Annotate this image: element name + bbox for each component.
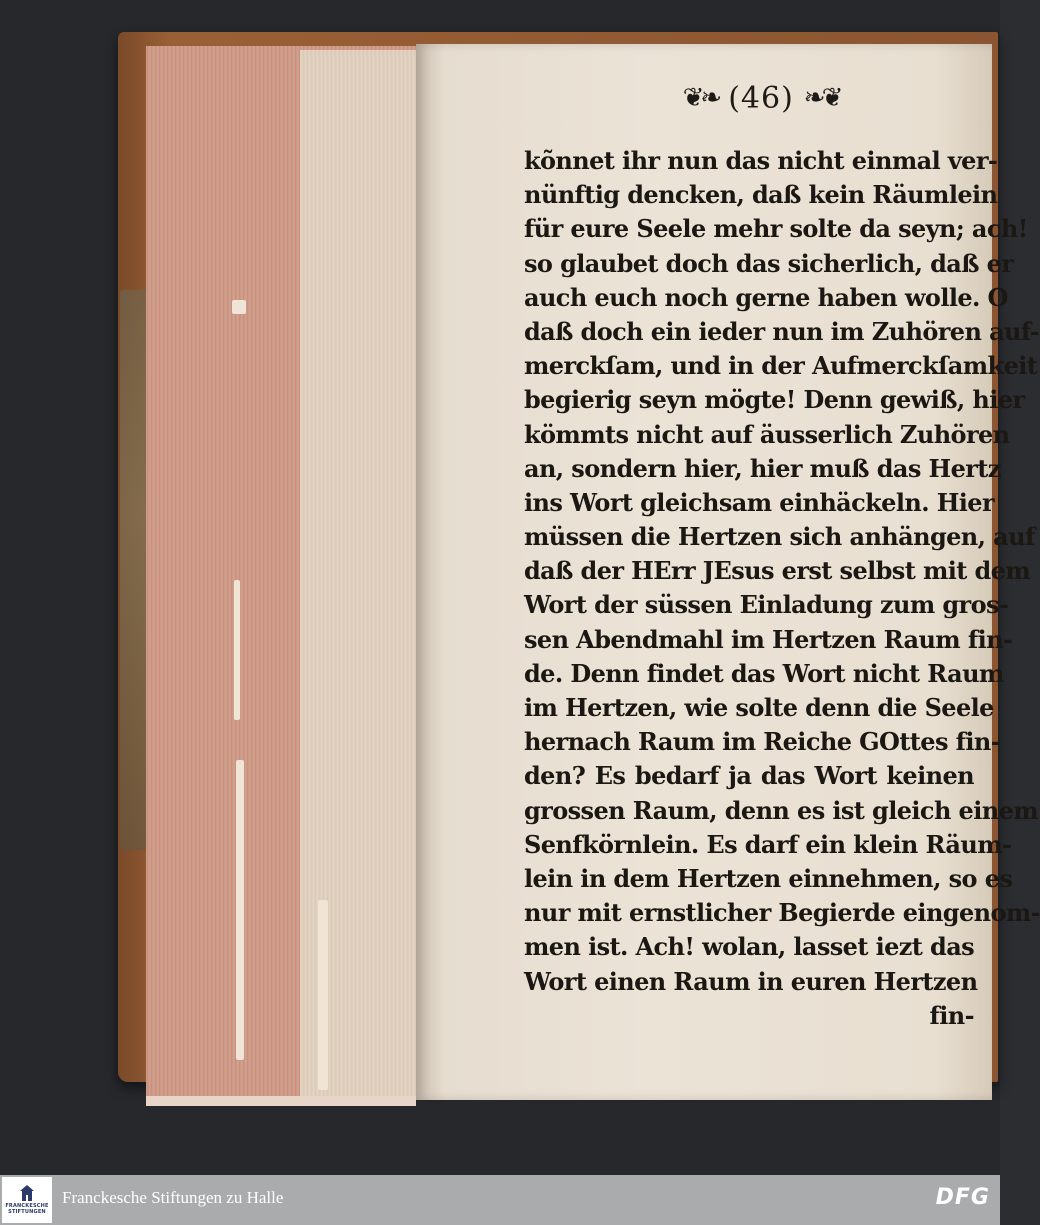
text-line: im Hertzen, wie solte denn die Seele bbox=[524, 693, 994, 722]
text-line: begierig seyn mögte! Denn gewiß, hier bbox=[524, 385, 1025, 415]
text-line: müssen die Hertzen sich anhängen, auf bbox=[524, 522, 1035, 552]
text-line: Wort einen Raum in euren Hertzen bbox=[524, 966, 978, 996]
right-page bbox=[416, 44, 1040, 1100]
logo-text-line-1: FRANCKESCHE bbox=[5, 1203, 49, 1209]
building-icon bbox=[19, 1185, 35, 1203]
body-text bbox=[524, 144, 1040, 1033]
page-edge-tear bbox=[234, 580, 240, 720]
text-line: Wort der süssen Einladung zum gros- bbox=[524, 590, 1009, 620]
dfg-logo[interactable]: DFG bbox=[935, 1185, 990, 1210]
text-line: merckſam, und in der Aufmerckſamkeit bbox=[524, 351, 1038, 381]
header-ornament-right: ❧❦ bbox=[803, 83, 840, 113]
text-line: den? Es bedarf ja das Wort keinen bbox=[524, 761, 974, 791]
text-line: nur mit ernstlicher Begierde eingenom- bbox=[524, 898, 1040, 928]
text-line: daß der HErr JEsus erst selbst mit dem bbox=[524, 556, 1031, 586]
page-number: (46) bbox=[728, 80, 794, 116]
text-line: ins Wort gleichsam einhäckeln. Hier bbox=[524, 487, 995, 517]
text-line: an, sondern hier, hier muß das Hertz bbox=[524, 453, 1001, 483]
text-line: für eure Seele mehr solte da seyn; ach! bbox=[524, 214, 1028, 244]
text-line: Senfkörnlein. Es darf ein klein Räum- bbox=[524, 829, 1012, 859]
text-line: men ist. Ach! wolan, lasset iezt das bbox=[524, 932, 975, 962]
page-edge-tear bbox=[232, 300, 246, 314]
text-line: lein in dem Hertzen einnehmen, so es bbox=[524, 863, 1013, 893]
text-line: de. Denn findet das Wort nicht Raum bbox=[524, 658, 1004, 688]
text-line: nünftig dencken, daß kein Räumlein bbox=[524, 180, 998, 210]
header-ornament-left: ❦❧ bbox=[682, 83, 719, 113]
text-line: so glaubet doch das sicherlich, daß er bbox=[524, 248, 1014, 278]
page-header bbox=[646, 76, 876, 120]
text-line: hernach Raum im Reiche GOttes fin- bbox=[524, 727, 1001, 757]
logo-text-line-2: STIFTUNGEN bbox=[8, 1209, 46, 1215]
text-line: auch euch noch gerne haben wolle. O bbox=[524, 282, 1008, 312]
institution-name: Franckesche Stiftungen zu Halle bbox=[62, 1188, 284, 1207]
catchword: fin- bbox=[929, 1000, 974, 1030]
text-line: grossen Raum, denn es ist gleich einem bbox=[524, 795, 1039, 825]
page-edge-tear bbox=[318, 900, 328, 1090]
page-edge-tear bbox=[236, 760, 244, 1060]
text-line: kõnnet ihr nun das nicht einmal ver- bbox=[524, 146, 998, 175]
viewer-footer bbox=[0, 1175, 1000, 1225]
text-line: kömmts nicht auf äusserlich Zuhören bbox=[524, 419, 1010, 449]
franckesche-stiftungen-logo[interactable] bbox=[2, 1177, 52, 1223]
text-line: daß doch ein ieder nun im Zuhören auf- bbox=[524, 316, 1040, 346]
text-line: sen Abendmahl im Hertzen Raum fin- bbox=[524, 624, 1013, 654]
